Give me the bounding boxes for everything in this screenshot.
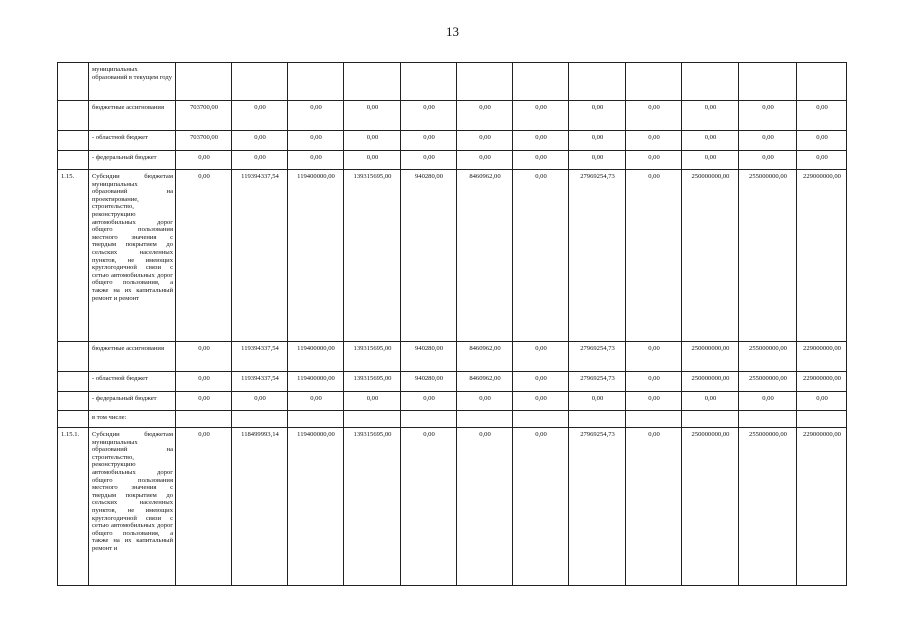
value-cell: 0,00 (344, 151, 401, 170)
value-cell: 0,00 (513, 131, 569, 151)
row-code (58, 372, 89, 392)
value-cell: 940280,00 (401, 342, 457, 372)
page-number: 13 (446, 24, 459, 39)
value-cell (457, 411, 513, 428)
row-description: бюджетные ассигнования (89, 101, 176, 131)
value-cell: 0,00 (739, 151, 797, 170)
value-cell: 0,00 (739, 131, 797, 151)
budget-table (57, 62, 847, 586)
value-cell (401, 63, 457, 101)
value-cell: 0,00 (626, 101, 682, 131)
value-cell: 0,00 (288, 131, 344, 151)
value-cell: 27969254,73 (569, 342, 626, 372)
table-row (58, 411, 847, 428)
table-row (58, 170, 847, 342)
row-code (58, 101, 89, 131)
value-cell: 0,00 (739, 101, 797, 131)
value-cell: 0,00 (626, 428, 682, 586)
value-cell (626, 63, 682, 101)
value-cell: 8460962,00 (457, 170, 513, 342)
value-cell: 250000000,00 (682, 372, 739, 392)
value-cell (401, 411, 457, 428)
table-row (58, 372, 847, 392)
value-cell: 0,00 (626, 170, 682, 342)
row-code (58, 342, 89, 372)
table-row (58, 342, 847, 372)
value-cell: 0,00 (739, 392, 797, 411)
value-cell: 0,00 (457, 428, 513, 586)
row-code (58, 411, 89, 428)
table-row (58, 101, 847, 131)
value-cell: 0,00 (232, 151, 288, 170)
value-cell: 0,00 (401, 151, 457, 170)
value-cell (739, 63, 797, 101)
value-cell (797, 411, 847, 428)
value-cell (288, 63, 344, 101)
value-cell: 0,00 (797, 131, 847, 151)
value-cell: 0,00 (569, 101, 626, 131)
row-code (58, 151, 89, 170)
row-code (58, 131, 89, 151)
value-cell: 703700,00 (176, 131, 232, 151)
value-cell: 139315695,00 (344, 372, 401, 392)
value-cell (288, 411, 344, 428)
table-row (58, 131, 847, 151)
value-cell: 139315695,00 (344, 342, 401, 372)
value-cell: 0,00 (626, 131, 682, 151)
value-cell: 119394337,54 (232, 372, 288, 392)
table-row (58, 428, 847, 586)
value-cell: 27969254,73 (569, 372, 626, 392)
value-cell: 0,00 (401, 131, 457, 151)
value-cell: 139315695,00 (344, 428, 401, 586)
value-cell: 0,00 (457, 392, 513, 411)
value-cell: 0,00 (626, 372, 682, 392)
value-cell: 255000000,00 (739, 372, 797, 392)
row-description: - федеральный бюджет (89, 392, 176, 411)
value-cell: 255000000,00 (739, 342, 797, 372)
value-cell: 119394337,54 (232, 342, 288, 372)
value-cell: 8460962,00 (457, 342, 513, 372)
value-cell: 0,00 (682, 392, 739, 411)
value-cell: 119394337,54 (232, 170, 288, 342)
value-cell: 0,00 (401, 101, 457, 131)
value-cell: 0,00 (682, 131, 739, 151)
value-cell: 119400000,00 (288, 428, 344, 586)
value-cell: 0,00 (797, 151, 847, 170)
value-cell: 0,00 (344, 131, 401, 151)
row-description: Субсидии бюджетам муниципальных образований на проектирование, строительство, реконструкцию автомобильных дорог общего пользования местного значения с твердым покрытием до сельских населенных пунктов, не имеющих круглогодичной связи с сетью автомобильных дорог общего пользования, а также на их капитальный ремонт и ремонт (89, 170, 176, 342)
value-cell (569, 63, 626, 101)
value-cell: 119400000,00 (288, 170, 344, 342)
value-cell (797, 63, 847, 101)
value-cell (344, 63, 401, 101)
value-cell: 0,00 (682, 151, 739, 170)
value-cell: 0,00 (288, 392, 344, 411)
value-cell: 940280,00 (401, 372, 457, 392)
value-cell: 255000000,00 (739, 428, 797, 586)
value-cell: 0,00 (513, 428, 569, 586)
value-cell: 229000000,00 (797, 342, 847, 372)
value-cell: 0,00 (797, 101, 847, 131)
value-cell: 0,00 (513, 342, 569, 372)
value-cell: 0,00 (176, 392, 232, 411)
value-cell: 229000000,00 (797, 372, 847, 392)
value-cell (682, 63, 739, 101)
row-description: в том числе: (89, 411, 176, 428)
value-cell: 0,00 (457, 151, 513, 170)
value-cell: 0,00 (176, 342, 232, 372)
row-description: бюджетные ассигнования (89, 342, 176, 372)
value-cell: 0,00 (176, 151, 232, 170)
value-cell: 8460962,00 (457, 372, 513, 392)
value-cell (232, 411, 288, 428)
table-row (58, 392, 847, 411)
table-row (58, 151, 847, 170)
value-cell: 940280,00 (401, 170, 457, 342)
value-cell (513, 63, 569, 101)
row-description: - федеральный бюджет (89, 151, 176, 170)
value-cell: 0,00 (232, 131, 288, 151)
value-cell: 139315695,00 (344, 170, 401, 342)
value-cell: 0,00 (457, 131, 513, 151)
value-cell: 0,00 (626, 151, 682, 170)
value-cell: 0,00 (401, 392, 457, 411)
value-cell: 0,00 (232, 392, 288, 411)
value-cell: 119400000,00 (288, 342, 344, 372)
value-cell (344, 411, 401, 428)
value-cell: 0,00 (569, 131, 626, 151)
value-cell: 250000000,00 (682, 342, 739, 372)
value-cell: 0,00 (513, 101, 569, 131)
value-cell: 0,00 (176, 428, 232, 586)
value-cell: 250000000,00 (682, 428, 739, 586)
value-cell: 0,00 (513, 151, 569, 170)
value-cell: 250000000,00 (682, 170, 739, 342)
value-cell: 703700,00 (176, 101, 232, 131)
row-description: муниципальных образований в текущем году (89, 63, 176, 101)
row-description: - областной бюджет (89, 131, 176, 151)
value-cell: 119400000,00 (288, 372, 344, 392)
value-cell (626, 411, 682, 428)
table-row (58, 63, 847, 101)
value-cell: 0,00 (344, 392, 401, 411)
value-cell (232, 63, 288, 101)
value-cell: 27969254,73 (569, 170, 626, 342)
value-cell (176, 63, 232, 101)
value-cell: 229000000,00 (797, 428, 847, 586)
value-cell: 118499993,14 (232, 428, 288, 586)
value-cell: 0,00 (288, 151, 344, 170)
value-cell: 0,00 (232, 101, 288, 131)
value-cell: 0,00 (344, 101, 401, 131)
row-code (58, 392, 89, 411)
value-cell (569, 411, 626, 428)
row-code: 1.15.1. (58, 428, 89, 586)
value-cell: 0,00 (797, 392, 847, 411)
row-description: Субсидии бюджетам муниципальных образований на строительство, реконструкцию автомобильных дорог общего пользования местного значения с твердым покрытием до сельских населенных пунктов, не имеющих круглогодичной связи с сетью автомобильных дорог общего пользования, а также на их капитальный ремонт и (89, 428, 176, 586)
value-cell (457, 63, 513, 101)
row-code (58, 63, 89, 101)
value-cell: 0,00 (569, 151, 626, 170)
value-cell: 0,00 (457, 101, 513, 131)
value-cell: 0,00 (513, 392, 569, 411)
value-cell (682, 411, 739, 428)
value-cell: 229000000,00 (797, 170, 847, 342)
value-cell: 0,00 (569, 392, 626, 411)
row-description: - областной бюджет (89, 372, 176, 392)
value-cell (176, 411, 232, 428)
value-cell (739, 411, 797, 428)
value-cell: 0,00 (626, 342, 682, 372)
value-cell: 0,00 (176, 372, 232, 392)
value-cell: 0,00 (176, 170, 232, 342)
value-cell: 0,00 (682, 101, 739, 131)
value-cell: 0,00 (513, 372, 569, 392)
value-cell: 0,00 (626, 392, 682, 411)
value-cell (513, 411, 569, 428)
value-cell: 0,00 (288, 101, 344, 131)
value-cell: 255000000,00 (739, 170, 797, 342)
row-code: 1.15. (58, 170, 89, 342)
value-cell: 0,00 (401, 428, 457, 586)
value-cell: 0,00 (513, 170, 569, 342)
value-cell: 27969254,73 (569, 428, 626, 586)
